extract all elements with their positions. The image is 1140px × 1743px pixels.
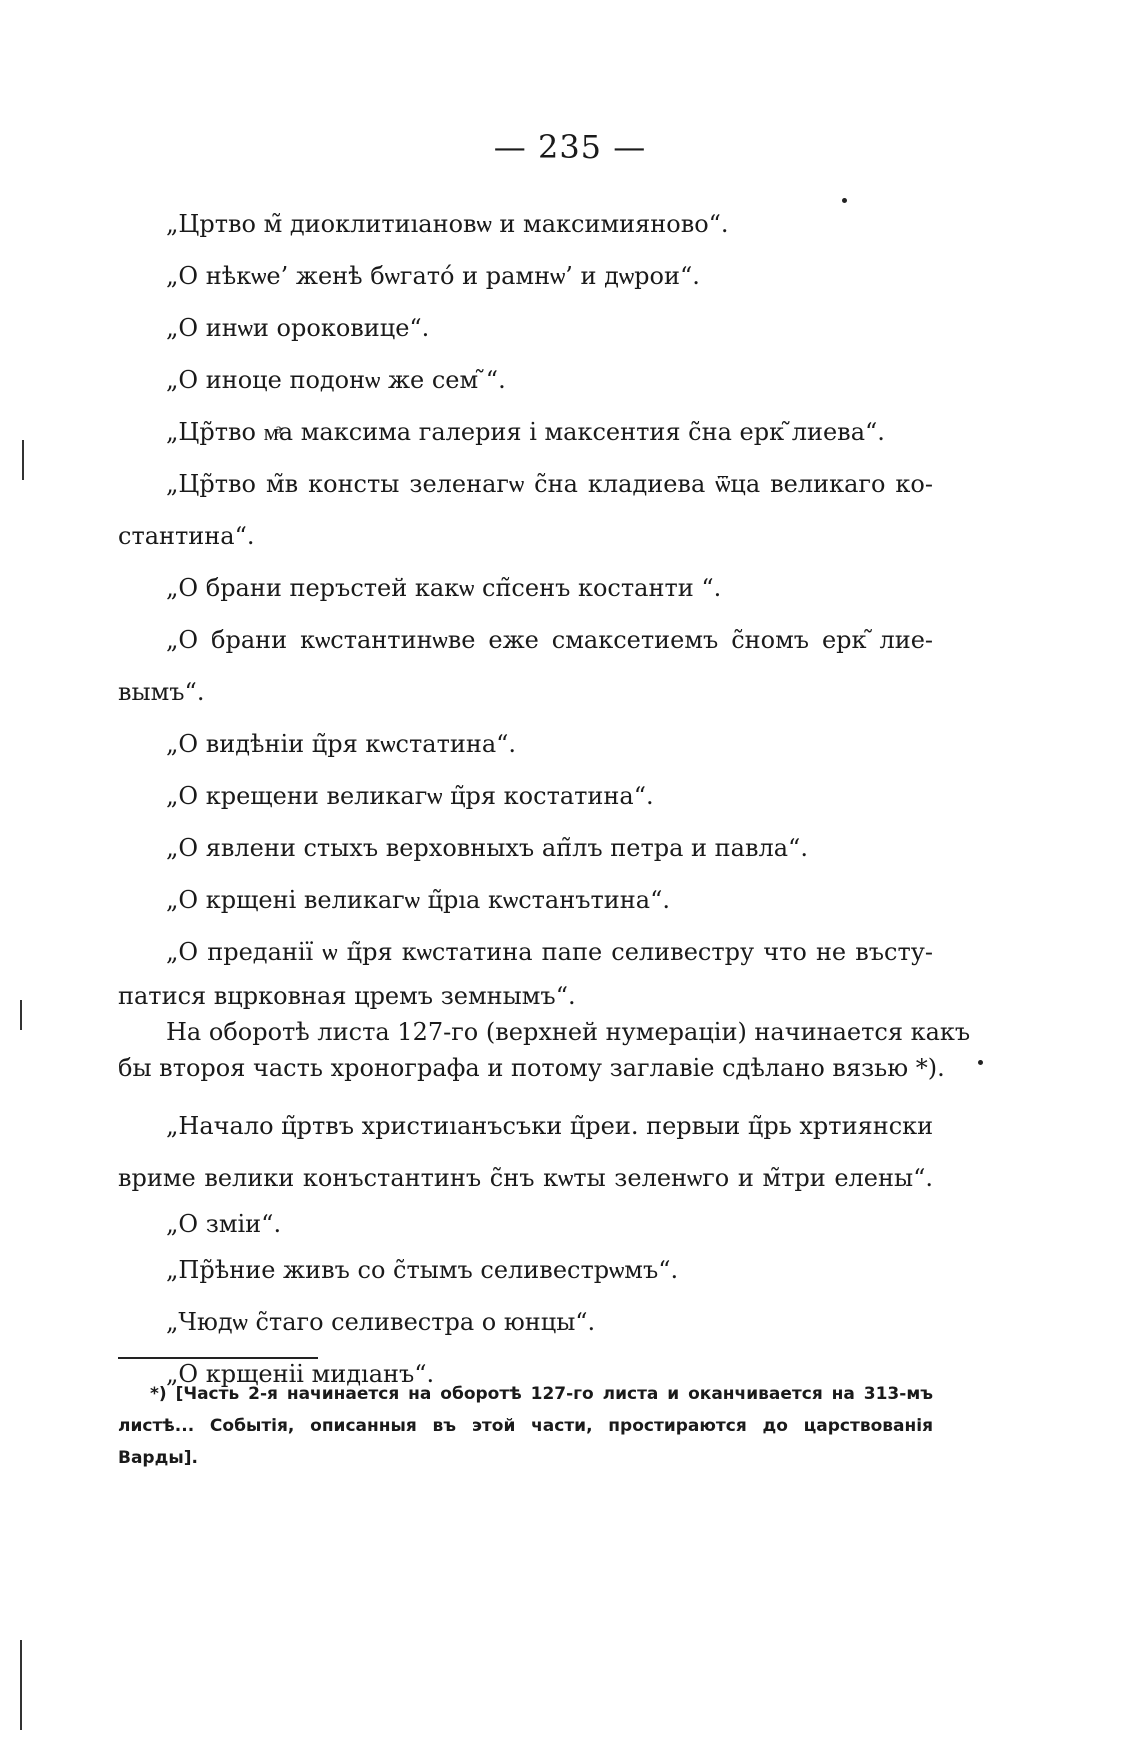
scan-speck xyxy=(842,198,847,203)
chapter-title-continuation: патися вцрковная цремъ земнымъ“. xyxy=(118,982,576,1010)
chapter-title-continuation: вриме велики конъстантинъ с̃нъ кѡты зеленѡго и м̃три елены“. xyxy=(118,1164,933,1192)
chapter-title: „О брани кѡстантинѡве еже смаксетиемъ с̃номъ ерк ̃лие- xyxy=(166,626,933,654)
chapter-title: „О иноце подонѡ же сем ̃“. xyxy=(166,366,506,394)
chapter-title: „Чюдѡ с̃таго селивестра о юнцы“. xyxy=(166,1308,596,1336)
footnote xyxy=(118,1378,933,1474)
chapter-title: „О явлени стыхъ верховныхъ ап̃лъ петра и павла“. xyxy=(166,834,808,862)
chronograph-contents xyxy=(118,198,971,1400)
chapter-title: „Цр̃тво мͣа максима галерия і максентия с̃на ерк ̃лиева“. xyxy=(166,418,885,446)
footnote-separator xyxy=(118,1357,318,1359)
scan-speck xyxy=(978,1060,983,1065)
chapter-title: „О крщеніі мидıанъ“. xyxy=(166,1360,435,1388)
chapter-title: „Цр̃тво м̃в консты зеленагѡ с̃на кладиева ѿца великаго ко- xyxy=(166,470,933,498)
page-number: — 235 — xyxy=(493,128,647,166)
chapter-title: „О преданії ѡ ц̃ря кѡстатина папе селивестру что не въсту- xyxy=(166,938,933,966)
footnote-line: листѣ... Событія, описанныя въ этой части, простираются до царствованія xyxy=(118,1416,933,1436)
chapter-title: „О крщені великагѡ ц̃рıа кѡстанътина“. xyxy=(166,886,670,914)
footnote-line: Варды]. xyxy=(118,1448,198,1468)
chapter-title: „О брани перъстей какѡ сп̃сенъ костанти “. xyxy=(166,574,722,602)
chapter-title: „Цртво м̃ диоклитиıановѡ и максимияново“. xyxy=(166,210,729,238)
margin-scan-mark xyxy=(20,1640,22,1730)
chapter-title: „Пр̃ѣние живъ со с̃тымъ селивестрѡмъ“. xyxy=(166,1256,679,1284)
chapter-title: „Начало ц̃ртвъ христиıанъсъки ц̃реи. первыи ц̃рь хртиянски xyxy=(166,1112,934,1140)
chapter-title-continuation: вымъ“. xyxy=(118,678,205,706)
chapter-title: „О крещени великагѡ ц̃ря костатина“. xyxy=(166,782,654,810)
body-paragraph-line: На оборотѣ листа 127-го (верхней нумераціи) начинается какъ xyxy=(166,1018,971,1046)
chapter-title: „О змiи“. xyxy=(166,1210,282,1238)
chapter-title: „О видѣніи ц̃ря кѡстатина“. xyxy=(166,730,517,758)
chapter-title-continuation: стантина“. xyxy=(118,522,255,550)
body-paragraph-line: бы второя часть хронографа и потому заглавіе сдѣлано вязью *). xyxy=(118,1054,945,1082)
margin-scan-mark xyxy=(22,440,24,480)
chapter-title: „О инѡи ороковице“. xyxy=(166,314,430,342)
margin-scan-mark xyxy=(20,1000,22,1030)
chapter-title: „О нѣкѡе’ женѣ бѡгато́ и рамнѡ’ и дѡрои“. xyxy=(166,262,700,290)
footnote-line: *) [Часть 2-я начинается на оборотѣ 127-го листа и оканчивается на 313-мъ xyxy=(150,1384,933,1404)
